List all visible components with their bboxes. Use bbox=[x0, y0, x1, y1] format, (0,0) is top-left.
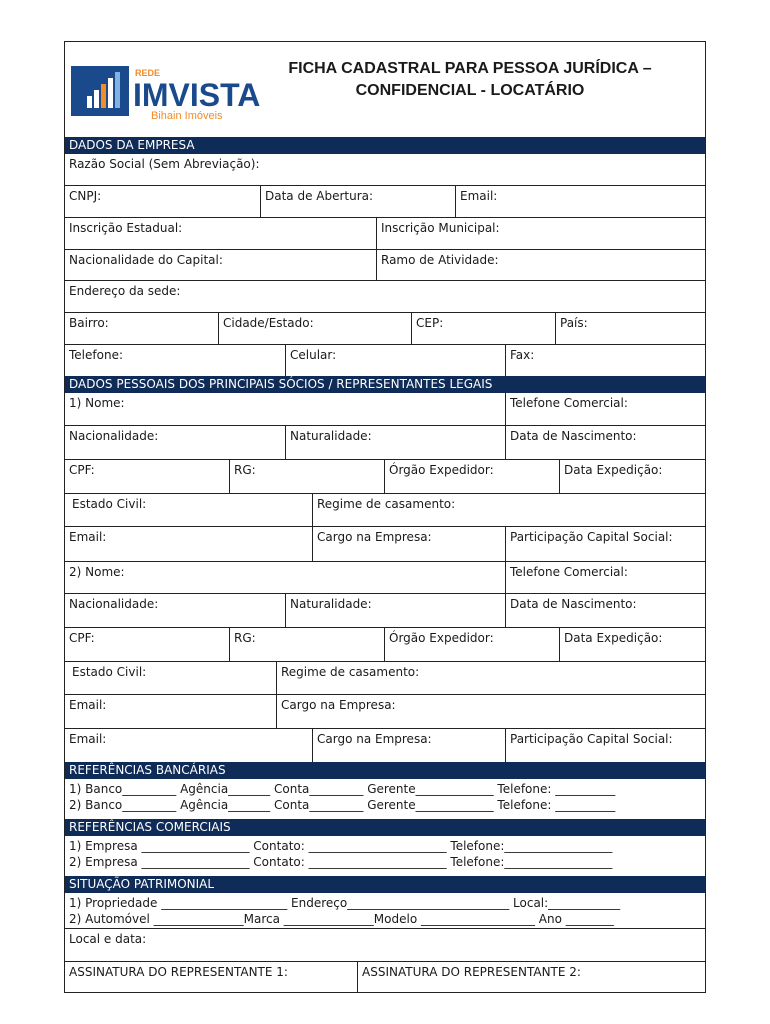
form-title-line1: FICHA CADASTRAL PARA PESSOA JURÍDICA – bbox=[288, 60, 652, 77]
socio1-estado-civil-field[interactable]: Estado Civil: bbox=[72, 497, 147, 511]
socio1-estado-civil-row bbox=[65, 494, 705, 527]
socio2-naturalidade-field[interactable]: Naturalidade: bbox=[285, 594, 505, 627]
section-situacao-patrimonial: SITUAÇÃO PATRIMONIAL bbox=[65, 876, 705, 893]
socio1-data-nascimento-field[interactable]: Data de Nascimento: bbox=[505, 426, 705, 459]
socio1-cpf-field[interactable]: CPF: bbox=[69, 463, 95, 477]
socio2-email2-row bbox=[65, 729, 705, 762]
inscricao-municipal-field[interactable]: Inscrição Municipal: bbox=[376, 218, 705, 249]
local-data-field[interactable]: Local e data: bbox=[69, 932, 147, 946]
socio2-estado-civil-row bbox=[65, 662, 705, 695]
imvista-logo bbox=[71, 62, 271, 122]
fax-field[interactable]: Fax: bbox=[505, 345, 705, 376]
socio1-nacionalidade-row bbox=[65, 426, 705, 460]
socio1-email-row bbox=[65, 527, 705, 562]
socio2-nacionalidade-row bbox=[65, 594, 705, 628]
razao-social-field[interactable]: Razão Social (Sem Abreviação): bbox=[69, 157, 260, 171]
form-header bbox=[65, 42, 705, 136]
section-referencias-bancarias: REFERÊNCIAS BANCÁRIAS bbox=[65, 762, 705, 779]
socio2-orgao-expedidor-field[interactable]: Órgão Expedidor: bbox=[384, 628, 559, 661]
socio1-email-field[interactable]: Email: bbox=[69, 530, 107, 544]
socio1-cargo-field[interactable]: Cargo na Empresa: bbox=[312, 527, 505, 561]
svg-text:Bihain Imóveis: Bihain Imóveis bbox=[151, 110, 223, 122]
local-data-row bbox=[65, 929, 705, 962]
socio1-documentos-row bbox=[65, 460, 705, 494]
bairro-field[interactable]: Bairro: bbox=[69, 316, 109, 330]
inscricoes-row bbox=[65, 218, 705, 250]
telefone-row bbox=[65, 345, 705, 376]
socio2-participacao-field[interactable]: Participação Capital Social: bbox=[505, 729, 705, 762]
socio2-nome-row bbox=[65, 562, 705, 594]
socio1-nacionalidade-field[interactable]: Nacionalidade: bbox=[69, 429, 159, 443]
empresa-ref-2-line[interactable]: 2) Empresa __________________ Contato: _______________________ Telefone:__________________ bbox=[69, 855, 613, 869]
bairro-row bbox=[65, 313, 705, 345]
assinatura-representante-1[interactable]: ASSINATURA DO REPRESENTANTE 1: bbox=[69, 965, 288, 979]
registration-form bbox=[64, 41, 706, 993]
socio2-data-nascimento-field[interactable]: Data de Nascimento: bbox=[505, 594, 705, 627]
section-referencias-comerciais: REFERÊNCIAS COMERCIAIS bbox=[65, 819, 705, 836]
banco-1-line[interactable]: 1) Banco_________ Agência_______ Conta_________ Gerente_____________ Telefone: __________ bbox=[69, 782, 616, 796]
socio2-email-row bbox=[65, 695, 705, 729]
capital-row bbox=[65, 250, 705, 281]
cnpj-field[interactable]: CNPJ: bbox=[69, 189, 102, 203]
propriedade-line[interactable]: 1) Propriedade _____________________ Endereço___________________________ Local:____________ bbox=[69, 896, 621, 910]
socio2-regime-casamento-field[interactable]: Regime de casamento: bbox=[276, 662, 705, 694]
socio2-telefone-comercial-field[interactable]: Telefone Comercial: bbox=[505, 562, 705, 593]
ramo-atividade-field[interactable]: Ramo de Atividade: bbox=[376, 250, 705, 280]
section-dados-empresa: DADOS DA EMPRESA bbox=[65, 137, 705, 154]
socio1-regime-casamento-field[interactable]: Regime de casamento: bbox=[312, 494, 705, 526]
form-title bbox=[275, 58, 665, 102]
socio2-nome-field[interactable]: 2) Nome: bbox=[69, 565, 125, 579]
banco-2-line[interactable]: 2) Banco_________ Agência_______ Conta_________ Gerente_____________ Telefone: __________ bbox=[69, 798, 616, 812]
data-abertura-field[interactable]: Data de Abertura: bbox=[260, 186, 455, 217]
socio2-estado-civil-field[interactable]: Estado Civil: bbox=[72, 665, 147, 679]
socio1-data-expedicao-field[interactable]: Data Expedição: bbox=[559, 460, 705, 493]
socio1-orgao-expedidor-field[interactable]: Órgão Expedidor: bbox=[384, 460, 559, 493]
cnpj-row bbox=[65, 186, 705, 218]
socio2-email-field[interactable]: Email: bbox=[69, 698, 107, 712]
automovel-line[interactable]: 2) Automóvel _______________Marca _______________Modelo ___________________ Ano ________ bbox=[65, 911, 705, 929]
nacionalidade-capital-field[interactable]: Nacionalidade do Capital: bbox=[69, 253, 223, 267]
socio2-nacionalidade-field[interactable]: Nacionalidade: bbox=[69, 597, 159, 611]
socio2-cpf-field[interactable]: CPF: bbox=[69, 631, 95, 645]
endereco-sede-field[interactable]: Endereço da sede: bbox=[69, 284, 181, 298]
socio1-participacao-field[interactable]: Participação Capital Social: bbox=[505, 527, 705, 561]
socio2-cargo2-field[interactable]: Cargo na Empresa: bbox=[312, 729, 505, 762]
socio2-documentos-row bbox=[65, 628, 705, 662]
socio1-rg-field[interactable]: RG: bbox=[229, 460, 384, 493]
empresa-ref-1-line[interactable]: 1) Empresa __________________ Contato: _______________________ Telefone:__________________ bbox=[69, 839, 613, 853]
assinatura-representante-2[interactable]: ASSINATURA DO REPRESENTANTE 2: bbox=[357, 962, 705, 992]
inscricao-estadual-field[interactable]: Inscrição Estadual: bbox=[69, 221, 183, 235]
socio1-naturalidade-field[interactable]: Naturalidade: bbox=[285, 426, 505, 459]
empresa-email-field[interactable]: Email: bbox=[455, 186, 705, 217]
svg-text:REDE: REDE bbox=[135, 68, 161, 78]
socio1-nome-field[interactable]: 1) Nome: bbox=[69, 396, 125, 410]
endereco-row bbox=[65, 281, 705, 313]
logo-graphic bbox=[71, 62, 271, 122]
assinaturas-row bbox=[65, 962, 705, 992]
section-dados-socios: DADOS PESSOAIS DOS PRINCIPAIS SÓCIOS / REPRESENTANTES LEGAIS bbox=[65, 376, 705, 393]
socio2-cargo-field[interactable]: Cargo na Empresa: bbox=[276, 695, 705, 728]
celular-field[interactable]: Celular: bbox=[285, 345, 505, 376]
razao-social-row bbox=[65, 154, 705, 186]
socio2-rg-field[interactable]: RG: bbox=[229, 628, 384, 661]
form-title-line2: CONFIDENCIAL - LOCATÁRIO bbox=[355, 82, 585, 99]
cep-field[interactable]: CEP: bbox=[411, 313, 555, 344]
svg-text:IMVISTA: IMVISTA bbox=[133, 77, 261, 113]
socio1-telefone-comercial-field[interactable]: Telefone Comercial: bbox=[505, 393, 705, 425]
socio2-data-expedicao-field[interactable]: Data Expedição: bbox=[559, 628, 705, 661]
telefone-field[interactable]: Telefone: bbox=[69, 348, 123, 362]
socio2-email2-field[interactable]: Email: bbox=[69, 732, 107, 746]
pais-field[interactable]: País: bbox=[555, 313, 705, 344]
cidade-estado-field[interactable]: Cidade/Estado: bbox=[218, 313, 411, 344]
socio1-nome-row bbox=[65, 393, 705, 426]
